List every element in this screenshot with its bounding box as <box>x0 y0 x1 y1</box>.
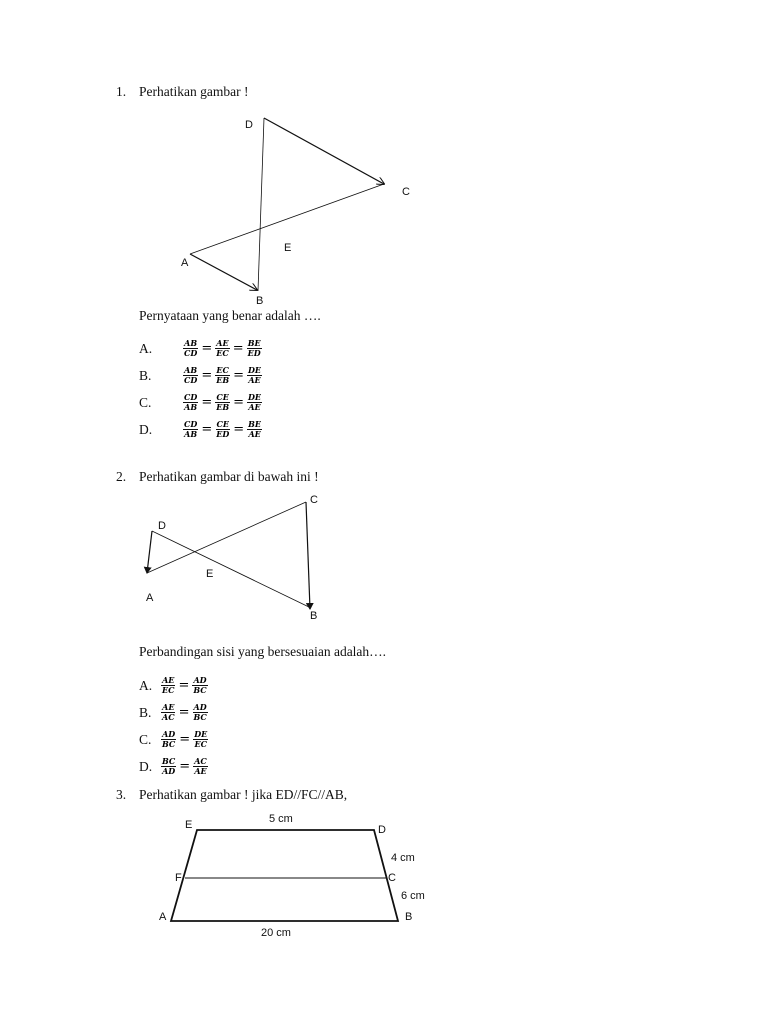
q1-option-c: C. $\frac{CD}{AB}$ = $\frac{CE}{EB}$ = $\frac{DE}{AE}$ <box>139 392 262 412</box>
q3-measure-dc: 4 cm <box>391 852 415 864</box>
q3-measure-ed: 5 cm <box>269 813 293 825</box>
q3-label-f: F <box>175 872 182 884</box>
fraction: $\frac{AB}{CD}$ <box>184 365 198 385</box>
q3-label-e: E <box>185 819 193 831</box>
fraction: $\frac{AD}{BC}$ <box>193 675 207 695</box>
q3-label-d: D <box>378 824 386 836</box>
q3-number: 3. <box>116 787 127 802</box>
q3-label-c: C <box>388 872 396 884</box>
fraction: $\frac{BC}{AD}$ <box>162 756 176 776</box>
q2-prompt: Perhatikan gambar di bawah ini ! <box>139 469 319 484</box>
q3-measure-cb: 6 cm <box>401 890 425 902</box>
q1-label-e: E <box>284 242 292 254</box>
q1-option-d: D. $\frac{CD}{AB}$ = $\frac{CE}{ED}$ = $\frac{BE}{AE}$ <box>139 419 262 439</box>
q2-statement: Perbandingan sisi yang bersesuaian adalah…. <box>139 644 387 659</box>
q1-label-d: D <box>245 119 253 131</box>
q2-option-d: D. $\frac{BC}{AD}$ = $\frac{AC}{AE}$ <box>139 756 207 776</box>
q1-option-b: B. $\frac{AB}{CD}$ = $\frac{EC}{EB}$ = $\frac{DE}{AE}$ <box>139 365 262 385</box>
option-letter: D. <box>139 421 153 437</box>
fraction: $\frac{AE}{EC}$ <box>216 338 229 358</box>
q1-prompt: Perhatikan gambar ! <box>139 84 249 99</box>
option-letter: D. <box>139 758 153 774</box>
q3-trapezoid <box>171 830 398 921</box>
q1-option-a: A. $\frac{AB}{CD}$ = $\frac{AE}{EC}$ = $\frac{BE}{ED}$ <box>139 338 261 358</box>
q1-number: 1. <box>116 84 127 99</box>
q3-label-a: A <box>159 911 167 923</box>
q2-option-a: A. $\frac{AE}{EC}$ = $\frac{AD}{BC}$ <box>139 675 207 695</box>
q1-label-a: A <box>181 257 189 269</box>
q2-option-c: C. $\frac{AD}{BC}$ = $\frac{DE}{EC}$ <box>139 729 208 749</box>
fraction: $\frac{AD}{BC}$ <box>193 702 207 722</box>
q3-label-b: B <box>405 911 413 923</box>
fraction: $\frac{EC}{EB}$ <box>216 365 230 385</box>
fraction: $\frac{BE}{AE}$ <box>248 419 262 439</box>
fraction: $\frac{AE}{AC}$ <box>162 702 175 722</box>
fraction: $\frac{DE}{EC}$ <box>194 729 208 749</box>
q3-measure-ab: 20 cm <box>261 927 291 939</box>
fraction: $\frac{CE}{ED}$ <box>216 419 230 439</box>
fraction: $\frac{CD}{AB}$ <box>184 392 198 412</box>
fraction: $\frac{AD}{BC}$ <box>162 729 176 749</box>
q1-statement: Pernyataan yang benar adalah …. <box>139 308 321 323</box>
q2-label-b: B <box>310 610 318 622</box>
fraction: $\frac{DE}{AE}$ <box>247 365 262 385</box>
option-letter: C. <box>139 731 152 747</box>
option-letter: C. <box>139 394 152 410</box>
q1-label-b: B <box>256 295 264 307</box>
q2-number: 2. <box>116 469 127 484</box>
option-letter: A. <box>139 340 153 356</box>
fraction: $\frac{AC}{AE}$ <box>194 756 207 776</box>
fraction: $\frac{CD}{AB}$ <box>184 419 198 439</box>
option-letter: B. <box>139 704 152 720</box>
fraction: $\frac{DE}{AE}$ <box>247 392 262 412</box>
option-letter: A. <box>139 677 153 693</box>
q2-label-a: A <box>146 592 154 604</box>
q3-prompt: Perhatikan gambar ! jika ED//FC//AB, <box>139 787 348 802</box>
fraction: $\frac{CE}{EB}$ <box>216 392 230 412</box>
q1-label-c: C <box>402 186 410 198</box>
q2-option-b: B. $\frac{AE}{AC}$ = $\frac{AD}{BC}$ <box>139 702 207 722</box>
q2-label-e: E <box>206 568 214 580</box>
q2-label-d: D <box>158 520 166 532</box>
fraction: $\frac{AB}{CD}$ <box>184 338 198 358</box>
fraction: $\frac{AE}{EC}$ <box>162 675 175 695</box>
option-letter: B. <box>139 367 152 383</box>
fraction: $\frac{BE}{ED}$ <box>247 338 261 358</box>
q2-label-c: C <box>310 494 318 506</box>
